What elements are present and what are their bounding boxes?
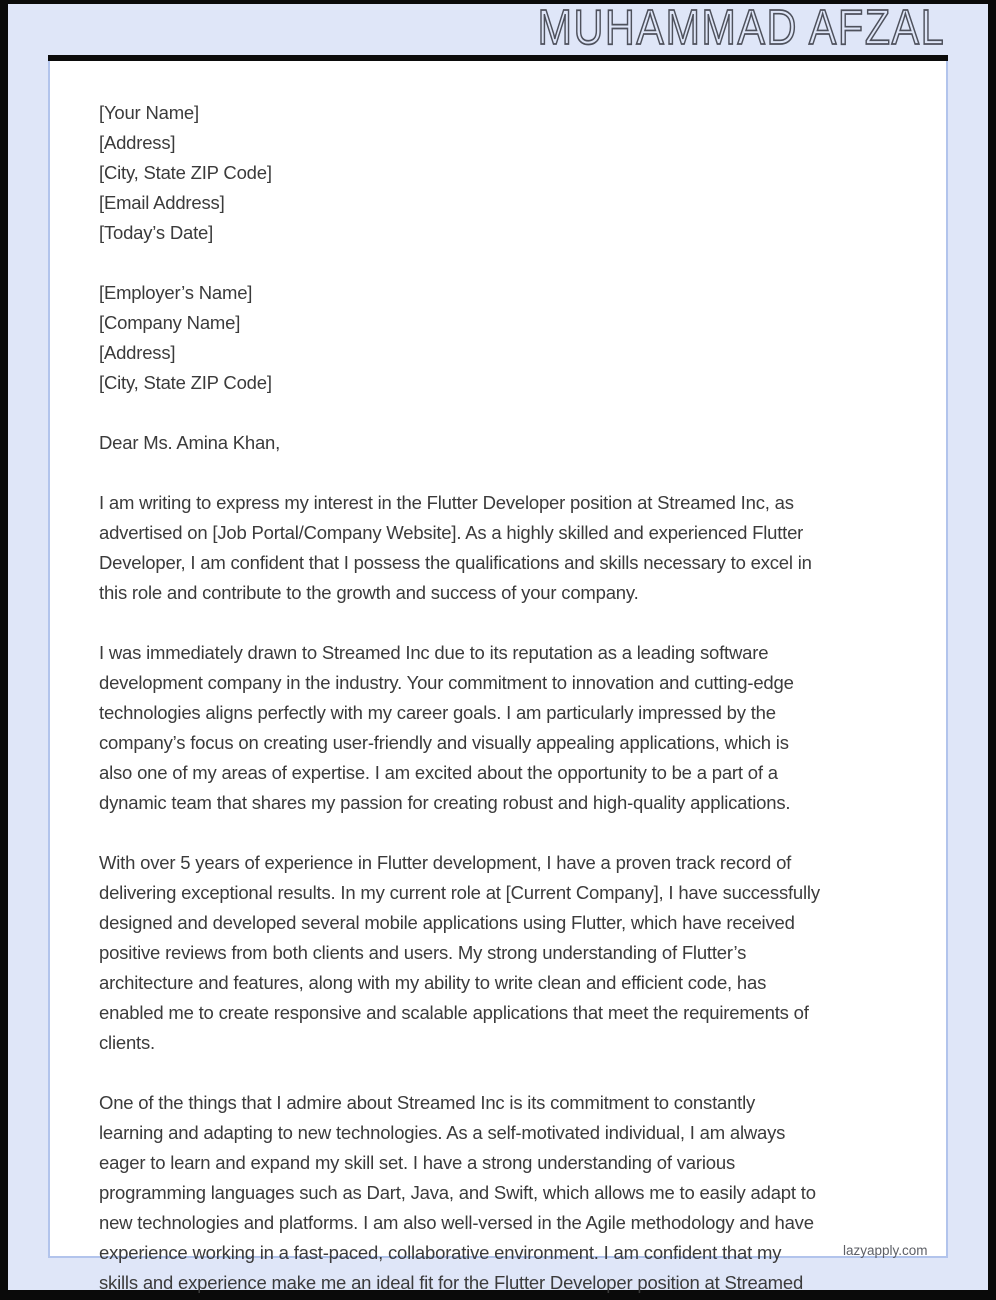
text-line: positive reviews from both clients and users. My strong understanding of Flutter’s xyxy=(99,942,747,963)
salutation-block xyxy=(99,428,929,458)
text-line: advertised on [Job Portal/Company Website]. As a highly skilled and experienced Flutter xyxy=(99,522,804,543)
text-line: delivering exceptional results. In my current role at [Current Company], I have successfully xyxy=(99,882,820,903)
cover-letter-body xyxy=(99,98,929,1298)
text-line: Developer, I am confident that I possess the qualifications and skills necessary to excel in xyxy=(99,552,812,573)
sender-address-block xyxy=(99,98,929,248)
text-line: [City, State ZIP Code] xyxy=(99,372,272,393)
text-line: enabled me to create responsive and scalable applications that meet the requirements of xyxy=(99,1002,809,1023)
text-line: designed and developed several mobile applications using Flutter, which have received xyxy=(99,912,795,933)
text-line: One of the things that I admire about Streamed Inc is its commitment to constantly xyxy=(99,1092,756,1113)
text-line: technologies aligns perfectly with my career goals. I am particularly impressed by the xyxy=(99,702,776,723)
text-line: [Employer’s Name] xyxy=(99,282,253,303)
text-line: also one of my areas of expertise. I am excited about the opportunity to be a part of a xyxy=(99,762,778,783)
text-line: [Company Name] xyxy=(99,312,241,333)
recipient-address-block xyxy=(99,278,929,398)
text-line: dynamic team that shares my passion for creating robust and high-quality applications. xyxy=(99,792,791,813)
paragraph-company-interest xyxy=(99,638,929,818)
text-line: development company in the industry. Your commitment to innovation and cutting-edge xyxy=(99,672,794,693)
text-line: eager to learn and expand my skill set. I have a strong understanding of various xyxy=(99,1152,735,1173)
text-line: [City, State ZIP Code] xyxy=(99,162,272,183)
text-line: experience working in a fast-paced, collaborative environment. I am confident that my xyxy=(99,1242,782,1263)
text-line: new technologies and platforms. I am also well-versed in the Agile methodology and have xyxy=(99,1212,814,1233)
header-name-title: MUHAMMAD AFZAL xyxy=(537,1,945,55)
text-line: programming languages such as Dart, Java, and Swift, which allows me to easily adapt to xyxy=(99,1182,816,1203)
text-line: skills and experience make me an ideal fit for the Flutter Developer position at Streamed xyxy=(99,1272,804,1293)
header-divider-bar xyxy=(48,55,948,61)
text-line: this role and contribute to the growth and success of your company. xyxy=(99,582,639,603)
text-line: [Address] xyxy=(99,132,176,153)
text-line: company’s focus on creating user-friendly and visually appealing applications, which is xyxy=(99,732,789,753)
paragraph-skills xyxy=(99,1088,929,1298)
text-line: [Today’s Date] xyxy=(99,222,214,243)
text-line: clients. xyxy=(99,1032,155,1053)
text-line: I am writing to express my interest in the Flutter Developer position at Streamed Inc, as xyxy=(99,492,794,513)
text-line: architecture and features, along with my ability to write clean and efficient code, has xyxy=(99,972,767,993)
paragraph-intro xyxy=(99,488,929,608)
salutation-line: Dear Ms. Amina Khan, xyxy=(99,432,281,453)
text-line: With over 5 years of experience in Flutter development, I have a proven track record of xyxy=(99,852,792,873)
text-line: I was immediately drawn to Streamed Inc due to its reputation as a leading software xyxy=(99,642,769,663)
paragraph-experience xyxy=(99,848,929,1058)
text-line: [Address] xyxy=(99,342,176,363)
text-line: [Email Address] xyxy=(99,192,225,213)
lazyapply-watermark: lazyapply.com xyxy=(843,1243,928,1258)
text-line: learning and adapting to new technologies. As a self-motivated individual, I am always xyxy=(99,1122,786,1143)
text-line: [Your Name] xyxy=(99,102,199,123)
